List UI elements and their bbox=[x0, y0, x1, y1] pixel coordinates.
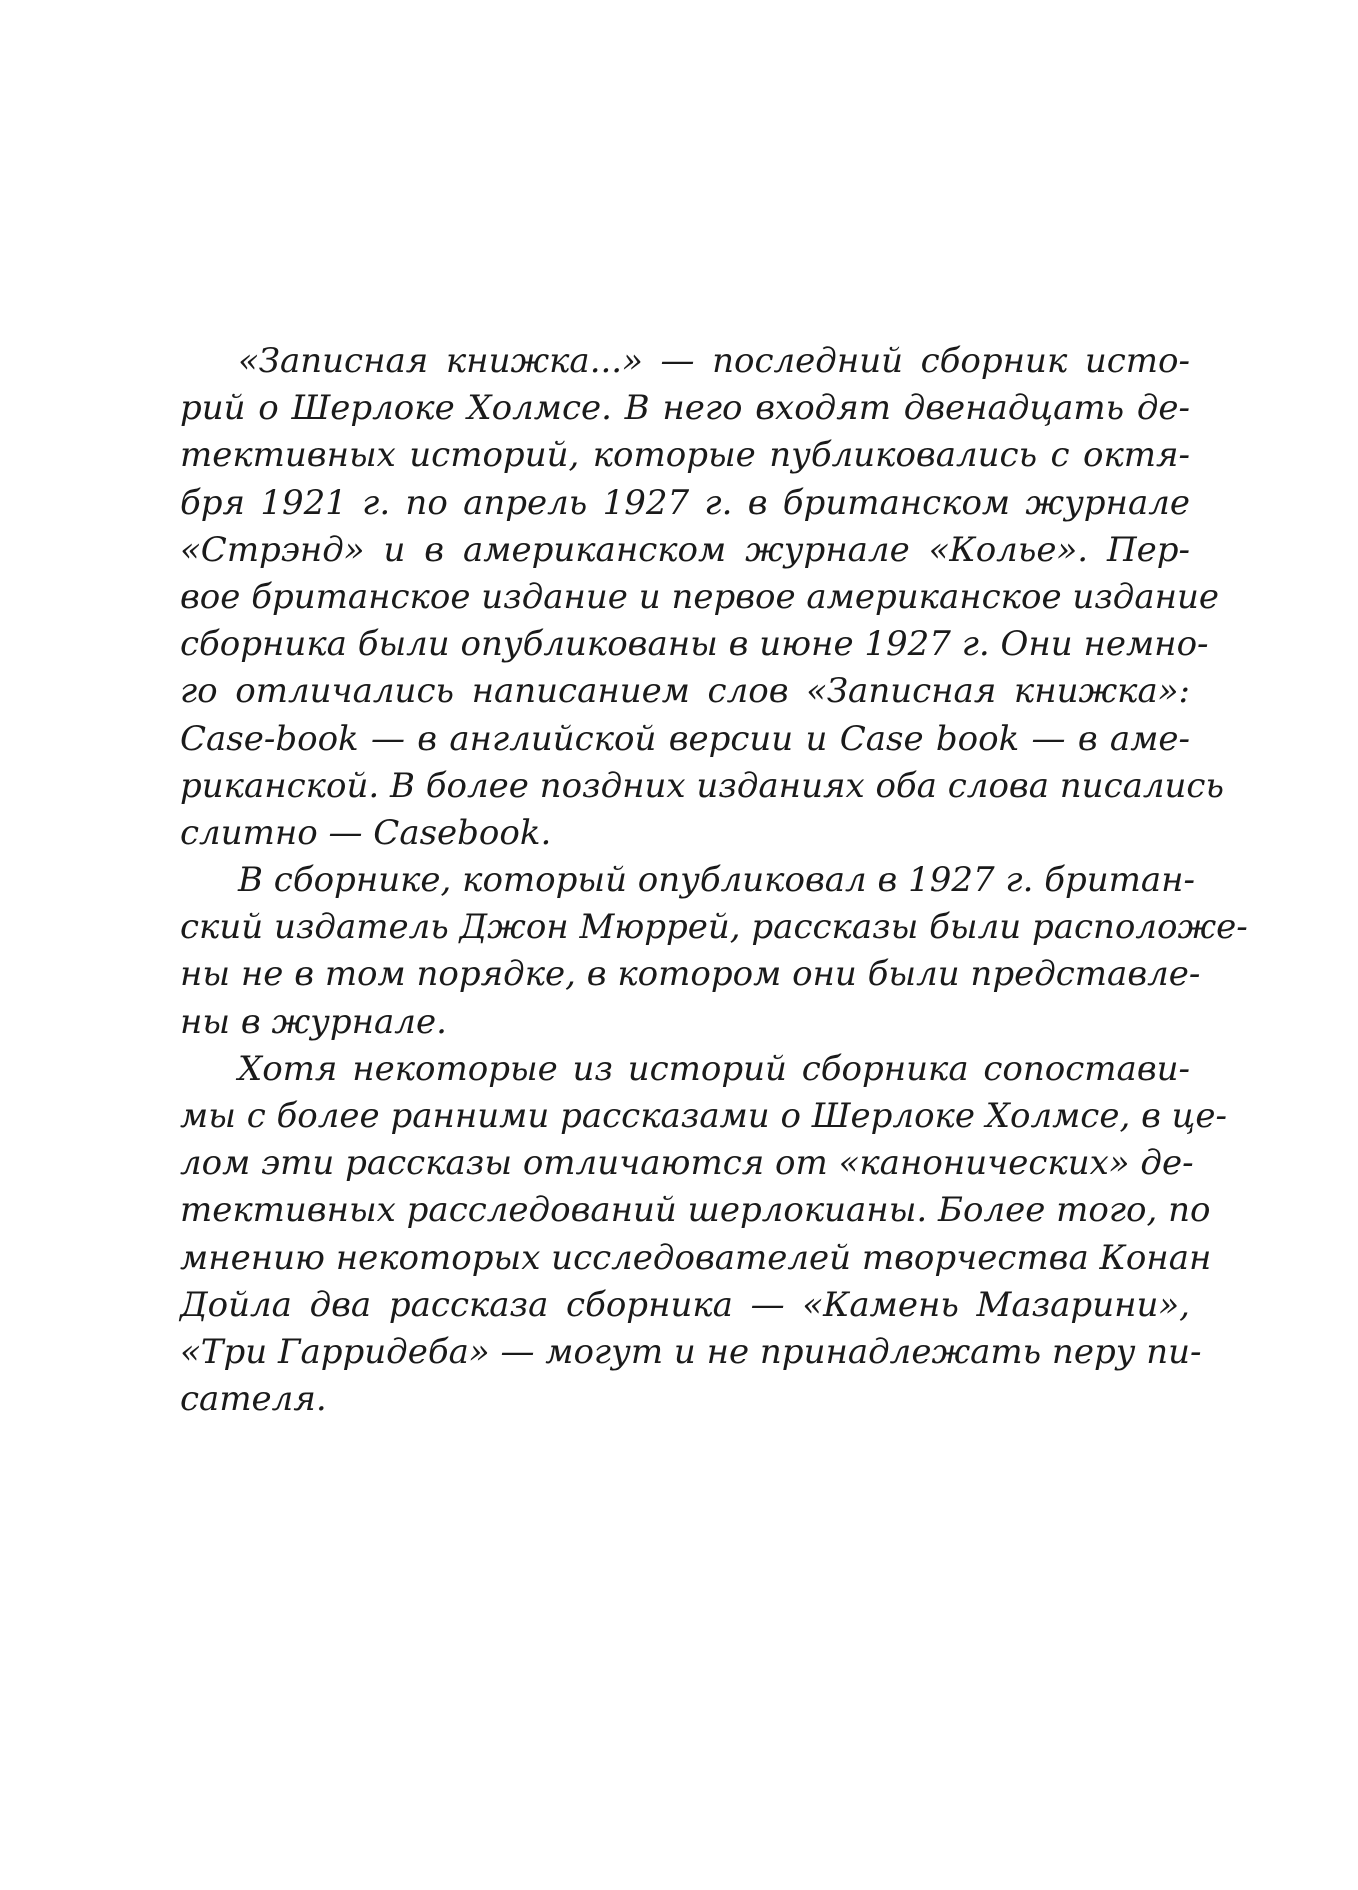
paragraph-1-line-10: риканской. В более поздних изданиях оба слова писались bbox=[180, 765, 1224, 806]
paragraph-2-line-4: ны в журнале. bbox=[180, 1001, 447, 1042]
paragraph-1-line-8: го отличались написанием слов «Записная книжка»: bbox=[180, 671, 1190, 712]
paragraph-2-line-1: В сборнике, который опубликовал в 1927 г. британ- bbox=[238, 860, 1196, 901]
paragraph-1-line-2: рий о Шерлоке Холмсе. В него входят двенадцать де- bbox=[180, 388, 1190, 429]
paragraph-1-line-5: «Стрэнд» и в американском журнале «Колье». Пер- bbox=[180, 529, 1190, 570]
paragraph-1-line-4: бря 1921 г. по апрель 1927 г. в британском журнале bbox=[180, 482, 1190, 523]
paragraph-1-line-6: вое британское издание и первое американское издание bbox=[180, 576, 1220, 617]
paragraph-1-line-7: сборника были опубликованы в июне 1927 г. Они немно- bbox=[180, 624, 1209, 665]
paragraph-2-line-3: ны не в том порядке, в котором они были представле- bbox=[180, 954, 1201, 995]
paragraph-1-line-9: Case-book — в английской версии и Case book — в аме- bbox=[180, 718, 1190, 759]
paragraph-1-line-1: «Записная книжка...» — последний сборник исто- bbox=[238, 341, 1190, 381]
paragraph-1-line-3: тективных историй, которые публиковались с октя- bbox=[180, 435, 1190, 476]
paragraph-3-line-5: мнению некоторых исследователей творчества Конан bbox=[180, 1237, 1212, 1278]
paragraph-3-line-4: тективных расследований шерлокианы. Более того, по bbox=[180, 1190, 1211, 1231]
paragraph-3-line-3: лом эти рассказы отличаются от «канонических» де- bbox=[180, 1143, 1194, 1184]
paragraph-3-line-2: мы с более ранними рассказами о Шерлоке Холмсе, в це- bbox=[180, 1096, 1228, 1136]
paragraph-3-line-8: сателя. bbox=[180, 1379, 327, 1420]
body-text bbox=[180, 338, 1248, 1423]
paragraph-3-line-1: Хотя некоторые из историй сборника сопостави- bbox=[238, 1048, 1190, 1089]
paragraph-3-line-6: Дойла два рассказа сборника — «Камень Мазарини», bbox=[180, 1284, 1190, 1325]
paragraph-1-line-11: слитно — Casebook. bbox=[180, 812, 552, 853]
paragraph-2-line-2: ский издатель Джон Мюррей, рассказы были расположе- bbox=[180, 907, 1248, 948]
paragraph-3-line-7: «Три Гарридеба» — могут и не принадлежать перу пи- bbox=[180, 1331, 1202, 1372]
